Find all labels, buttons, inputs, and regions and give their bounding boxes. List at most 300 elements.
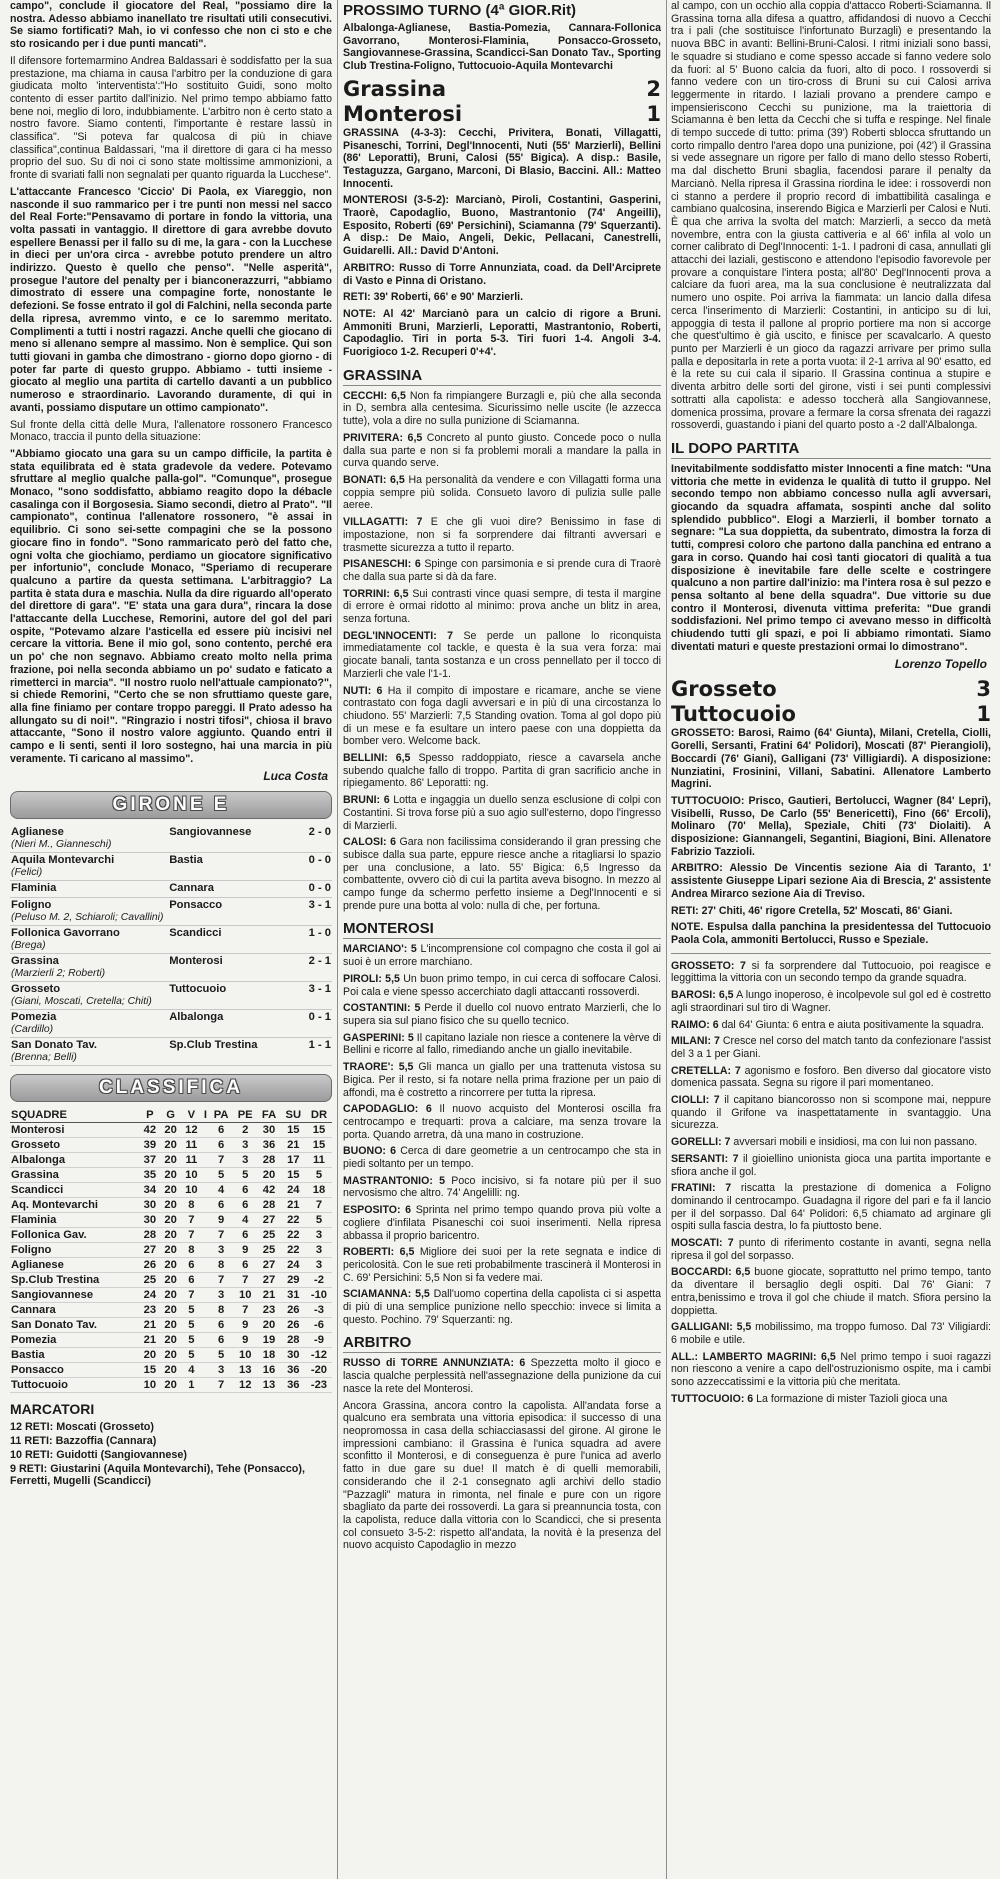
player-rating (671, 1035, 991, 1060)
standings-cell: 29 (281, 1273, 306, 1288)
standings-cell: 6 (209, 1333, 233, 1348)
standings-cell: 22 (281, 1213, 306, 1228)
home-team: Flaminia (11, 882, 57, 895)
standings-header: V (181, 1108, 202, 1123)
player-rating (343, 390, 661, 428)
player-rating-label: BUONO: 6 (343, 1145, 397, 1158)
player-rating-label: MOSCATI: 7 (671, 1237, 734, 1250)
standings-cell: 36 (281, 1378, 306, 1393)
player-rating-text: mobilissimo, ma troppo fumoso. Dal 73' Viligiardi: 6 mobile e utile. (671, 1321, 991, 1346)
match-report-line: TUTTOCUOIO: Prisco, Gautieri, Bertolucci, Wagner (84' Lepri), Visibelli, Russo, De Carlo (55' Benericetti), Fino (66' Ercoli), Molinaro (70' Mella), Speziale, Chiti (73' Diolaiti). A disposizione: Giannangeli, Segantini, Biagioni, Bini. Allenatore Fabrizio Tazzioli. (671, 794, 991, 858)
player-rating-label: BRUNI: 6 (343, 794, 390, 807)
standings-cell: Tuttocuoio (10, 1378, 140, 1393)
standings-cell: 10 (181, 1183, 202, 1198)
standings-cell: 20 (160, 1168, 181, 1183)
match-report-line: RETI: 27' Chiti, 46' rigore Cretella, 52' Moscati, 86' Giani. (671, 904, 953, 917)
player-rating-text: Ha il compito di impostare e ricamare, anche se viene contrastato con foga dagli avversari e in più di una circostanza lo chiudono. 55' Marzierli: 7,5 Standing ovation. Toma al gol dopo più di un mese e fa esultare un intero paese con una doppietta da bomber vero. Welcome back. (343, 684, 661, 748)
standings-cell: 30 (281, 1348, 306, 1363)
player-rating-text: A lungo inoperoso, è incolpevole sul gol ed è costretto agli straordinari sul tiro di Wagner. (671, 989, 991, 1014)
standings-cell: 16 (257, 1363, 280, 1378)
match-chronicle-continued: al campo, con un occhio alla coppia d'attacco Roberti-Sciamanna. Il Grassina torna alla difesa a quattro, affidandosi di nuovo a Cecchi tra i pali (che sostituisce l'infortunato Burzagli) e presentando la nuova BBC in avanti: Bellini-Bruni-Calosi. I ritmi iniziali sono bassi, le squadre si studiano e come spesso accade si fanno vedere solo da fuori: al 5' Buono calcia da fuori, alto di poco. I rossoverdi si fanno vedere con un tiro-cross di Bruni su cui Calosi arriva leggermente in ritardo. I laziali provano a prendere campo e impensieriscono Cecchi su punizione, ma la traiettoria di Sciamanna è ben letta da Cecchi che si tuffa e respinge. Nel finale di tempo succede di tutto: prima (39') Roberti sblocca sfruttando un corto rimpallo dentro l'area dopo una punizione, poi (42') il Grassina si vede assegnare un rigore per fallo di mano dello stesso Roberti, ma dal dischetto Bruni sbaglia, facendosi parare il penalty da Marcianò. Nella ripresa il Grassina riordina le idee: i rossoverdi non ci stanno a perdere il proprio record di imbattibilità casalinga e cambiano qualcosina, inserendo Bigica e Marzierli per Calosi e Nuti. È qua che arriva la svolta del match: Marzierli, a secco da metà novembre, entra con la giusta cattiveria e al 66' infila al volo un corner calibrato di Degl'Innocenti: 1-1. I padroni di casa, annullati gli attacchi dei laziali, gestiscono e attendono l'episodio favorevole per provare a conquistare l'intera posta; all'80' Degl'Innocenti prova a calciare da fuori area, ma la sua conclusione è neutralizzata dal numero uno ospite. Poi arriva la fiammata: un lancio dalla difesa cerca l'inserimento di Marzierli: Costantini, in anticipo su di lui, appoggia di testa il pallone al proprio portiere ma non si accorge che quest'ultimo è già uscito, e finisce per scavalcarlo. A questo punto per Marzierli è un gioco da ragazzi arrivare per primo sulla palla e depositarla in rete a porta vuota: il 2-1 arriva al 90' esatto, ed è la rete su cui cala il sipario. Il Grassina continua a stupire e diventa arbitro delle sorti del girone, visti i sei punti complessivi sottratti alla capolista: e adesso toccherà alla Sangiovannese, domenica prossima, provare a fermare la corsa sfrenata dei ragazzi rossoverdi, guastando i piani del quarto posto a -2 dall'Albalonga. (671, 0, 991, 432)
standings-cell: 20 (160, 1183, 181, 1198)
standings-cell: Aglianese (10, 1258, 140, 1273)
standings-cell: 30 (140, 1198, 161, 1213)
standings-cell: 17 (281, 1153, 306, 1168)
player-rating (343, 432, 661, 470)
player-rating-text: il gioiellino unionista gioca una partita importante e sfiora anche il gol. (671, 1152, 991, 1178)
standings-cell (202, 1333, 209, 1348)
standings-cell: 11 (181, 1153, 202, 1168)
standings-cell: Grassina (10, 1168, 140, 1183)
away-team: Tuttocuoio (169, 983, 227, 996)
column-right (671, 0, 991, 1410)
article-paragraph: Sul fronte della città delle Mura, l'allenatore rossonero Francesco Monaco, traccia il punto della situazione: (10, 418, 332, 444)
player-rating-text: Spinge con parsimonia e si prende cura di Traorè che dalla sua parte si dà da fare. (343, 558, 661, 583)
player-rating-label: CALOSI: 6 (343, 836, 396, 849)
match-report-line: ARBITRO: Alessio De Vincentis sezione Aia di Taranto, 1' assistente Giuseppe Lipari sezione Aia di Brescia, 2' assistente Andrea Mirarco sezione Aia di Treviso. (671, 862, 991, 900)
marcatori-list (10, 1421, 332, 1488)
result-scorers-row (10, 940, 332, 954)
standings-row (10, 1153, 332, 1168)
standings-cell: 1 (181, 1378, 202, 1393)
standings-table (10, 1108, 332, 1393)
standings-header: P (140, 1108, 161, 1123)
standings-cell: 20 (160, 1138, 181, 1153)
standings-cell: 20 (160, 1288, 181, 1303)
standings-cell: 20 (257, 1168, 280, 1183)
result-scorers: (Nieri M., Gianneschi) (10, 839, 332, 853)
standings-cell: 24 (281, 1183, 306, 1198)
standings-header: PA (209, 1108, 233, 1123)
player-rating-text: Dall'uomo copertina della capolista ci si aspetta di più di una semplice punizione nello specchio: invece si limita a questo. Pochino. 79' Squerzanti: ng. (343, 1288, 661, 1326)
away-team: Bastia (169, 854, 203, 867)
player-rating-text: Un buon primo tempo, in cui cerca di soffocare Calosi. Poi cala e viene spesso accerchiato dagli attaccanti rossoverdi. (343, 972, 661, 998)
standings-cell: 27 (257, 1273, 280, 1288)
standings-cell: 26 (281, 1303, 306, 1318)
standings-header: I (202, 1108, 209, 1123)
player-rating-label: RAIMO: 6 (671, 1018, 719, 1031)
standings-cell (202, 1348, 209, 1363)
standings-cell: 3 (306, 1258, 332, 1273)
standings-cell: 2 (233, 1123, 257, 1138)
result-score: 0 - 0 (308, 854, 331, 867)
player-rating-label: ALL.: LAMBERTO MAGRINI: 6,5 (671, 1350, 836, 1363)
article-signature: Luca Costa (263, 769, 328, 784)
player-rating (343, 1002, 661, 1027)
result-scorers-row (10, 1024, 332, 1038)
standings-header: FA (257, 1108, 280, 1123)
standings-cell: 3 (209, 1288, 233, 1303)
player-rating (343, 1288, 661, 1326)
standings-row (10, 1348, 332, 1363)
grassina-ratings (343, 390, 661, 913)
standings-cell: 21 (140, 1333, 161, 1348)
standings-cell (202, 1258, 209, 1273)
next-round-title: PROSSIMO TURNO (4ª GIOR.Rit) (343, 2, 577, 19)
player-rating-label: SERSANTI: 7 (671, 1152, 739, 1165)
standings-cell: 22 (281, 1243, 306, 1258)
player-rating (671, 1065, 991, 1090)
player-rating-label: GALLIGANI: 5,5 (671, 1321, 752, 1334)
player-rating-text: Il nuovo acquisto del Monterosi oscilla fra centrocampo e trequarti: prova a calciare, ma senza trovare la porta. Quando arretra, dà una mano in costruzione. (343, 1103, 661, 1141)
standings-cell: 7 (233, 1303, 257, 1318)
standings-cell: 26 (140, 1258, 161, 1273)
standings-cell: 11 (181, 1138, 202, 1153)
standings-cell: Aq. Montevarchi (10, 1198, 140, 1213)
standings-cell: 3 (209, 1363, 233, 1378)
player-rating-label: ROBERTI: 6,5 (343, 1246, 415, 1259)
standings-row (10, 1363, 332, 1378)
player-rating-label: CRETELLA: 7 (671, 1064, 741, 1077)
standings-cell: 6 (181, 1258, 202, 1273)
match-score-home-2 (671, 677, 991, 702)
player-rating (671, 1321, 991, 1346)
player-rating (343, 752, 661, 790)
result-score: 0 - 0 (308, 882, 331, 895)
player-rating-label: ESPOSITO: 6 (343, 1204, 412, 1217)
standings-cell: 5 (209, 1168, 233, 1183)
standings-cell: 28 (140, 1228, 161, 1243)
standings-cell: 19 (257, 1333, 280, 1348)
match-report-line: NOTE. Espulsa dalla panchina la presidentessa del Tuttocuoio Paola Cola, ammoniti Bertolucci, Russo e Speziale. (671, 921, 991, 946)
standings-cell: San Donato Tav. (10, 1318, 140, 1333)
standings-cell: Monterosi (10, 1123, 140, 1138)
standings-cell: -10 (306, 1288, 332, 1303)
standings-cell: 8 (209, 1258, 233, 1273)
standings-row (10, 1378, 332, 1393)
player-rating-text: Nel primo tempo i suoi ragazzi non riescono a venire a capo dell'ostruzionismo ospite, ma i cambi sono azzeccatissimi e la vittoria più che meritata. (671, 1350, 991, 1389)
player-rating (671, 960, 991, 985)
standings-cell: Albalonga (10, 1153, 140, 1168)
standings-cell: 6 (181, 1273, 202, 1288)
grassina-ratings-title: GRASSINA (343, 367, 661, 386)
standings-cell: 27 (257, 1258, 280, 1273)
player-rating-text: Non fa rimpiangere Burzagli e, più che alla seconda in D, sembra alla centesima. Sicurissimo nelle uscite (le azzecca tutte), vola a dire no sulla punizione di Sciamanna. (343, 389, 661, 428)
column-divider (666, 0, 667, 1879)
standings-cell: 5 (233, 1168, 257, 1183)
standings-cell: 7 (181, 1228, 202, 1243)
standings-header: SQUADRE (10, 1108, 140, 1123)
player-rating-text: Se perde un pallone lo riconquista immediatamente col tackle, e questa è la sua vera forza: mai giocate banali, tanta sostanza e un cross pennellato per il tocco di Marzierli che vale l'1-1. (343, 629, 661, 680)
standings-cell: 20 (160, 1348, 181, 1363)
result-row (10, 954, 332, 969)
standings-header: G (160, 1108, 181, 1123)
standings-cell: 26 (281, 1318, 306, 1333)
player-rating-text: si fa sorprendere dal Tuttocuoio, poi reagisce e leggittima la vittoria con un secondo tempo da grande squadra. (671, 959, 991, 985)
standings-cell: 21 (257, 1288, 280, 1303)
standings-row (10, 1228, 332, 1243)
standings-header: PE (233, 1108, 257, 1123)
standings-cell: 25 (257, 1243, 280, 1258)
player-rating-label: FRATINI: 7 (671, 1182, 732, 1195)
standings-cell (202, 1168, 209, 1183)
standings-cell (202, 1138, 209, 1153)
result-scorers-row (10, 867, 332, 881)
standings-header: DR (306, 1108, 332, 1123)
player-rating (343, 1103, 661, 1141)
standings-row (10, 1318, 332, 1333)
match-chronicle-start: Ancora Grassina, ancora contro la capolista. All'andata forse a qualcuno era sembrata una vittoria episodica: il successo di una neopromossa in casa della schiacciasassi del girone. Al girone le impressioni cambiano: il Grassina è l'unica squadra ad avere sconfitto il Monterosi, e di conseguenza è pure l'unica ad averlo fatto in due gare su due! Il match è di quelli memorabili, considerando che il 2-1 consegnato agli archivi dello stadio "Pazzagli" matura in rimonta, nel finale e pure con un rigore sbagliato da parte dei rossoverdi. La gara si preannuncia tosta, con la capolista, reduce dalla vittoria con lo Scandicci, che si presenta col consueto 3-5-2: rispetto all'andata, la novità è la presenza del nuovo acquisto Capodaglio in mezzo (343, 1399, 661, 1552)
player-rating (343, 1145, 661, 1170)
standings-cell: 20 (160, 1378, 181, 1393)
match-report-line: RETI: 39' Roberti, 66' e 90' Marzierli. (343, 291, 524, 304)
monterosi-ratings (343, 943, 661, 1326)
home-team: Grassina (11, 955, 59, 968)
result-scorers-row (10, 1052, 332, 1066)
standings-cell: 22 (281, 1228, 306, 1243)
standings-cell: Sp.Club Trestina (10, 1273, 140, 1288)
standings-cell: 9 (233, 1333, 257, 1348)
standings-cell: 31 (281, 1288, 306, 1303)
team-home: Grosseto (671, 677, 777, 702)
standings-row (10, 1258, 332, 1273)
match-report-line: MONTEROSI (3-5-2): Marcianò, Piroli, Costantini, Gasperini, Traorè, Capodaglio, Buono, Mastrantonio (74' Angeilli), Esposito, Roberti (69' Persichini), Sciamanna (79' Squerzanti). A disp.: De Maio, Angeli, Dekic, Pellacani, Canestrelli, Guidarelli. All.: David D'Antoni. (343, 194, 661, 258)
result-scorers: (Felici) (10, 867, 332, 881)
standings-cell: 6 (233, 1198, 257, 1213)
home-team: Aglianese (11, 826, 64, 839)
standings-cell: 8 (181, 1198, 202, 1213)
score-home: 2 (646, 76, 661, 101)
player-rating-text: Migliore dei suoi per la rete segnata e indice di pericolosità. Con le sue reti probabilmente trascinerà il Monterosi in C. 69' Persichini: 5,5 Non si fa vedere mai. (343, 1246, 661, 1284)
player-rating-label: SCIAMANNA: 5,5 (343, 1288, 430, 1301)
player-rating-label: TORRINI: 6,5 (343, 587, 409, 600)
standings-cell: 27 (257, 1213, 280, 1228)
article-paragraph: "Abbiamo giocato una gara su un campo difficile, la partita è stata equilibrata ed è stata gradevole da vedere. Potevamo sfruttare al meglio qualche palla-gol". "Comunque", prosegue Monaco, "sono soddisfatto, abbiamo reagito dopo la débacle casalinga con il Borgosesia. Siamo secondi, dietro al Prato". "Il campionato", continua l'allenatore rossonero, "è assai in equilibrio. Ci sono sei-sette compagini che se la possono giocare fino in fondo". "Sono rammaricato però del fatto che, ogni volta che giochiamo, perdiamo un giocatore significativo per infortunio", conclude Monaco, "Speriamo di recuperare qualcuno a partire da questa settimana. L'arbitraggio? La partita è stata dura e maschia. Nulla da dire riguardo all'operato del direttore di gara". "E' stata una gara dura", rincara la dose l'attaccante della Lucchese, Remorini, autore del gol del pari ospite, "Potevamo alzare l'asticella ed essere più incisivi nel cercare la vittoria. Bene il mio gol, sono contento, perché era un po' che non segnavo. Abbiamo creato molto nella prima frazione, poi nella seconda abbiamo un po' sudato e faticato a rimetterci in marcia". "Il nostro ruolo nell'attuale campionato?", si chiede Remorini, "Certo che se non sfruttiamo queste gare, alla fine finiamo per contare troppo pareggi. Il Prato adesso ha allungato su di noi!". "Ringrazio i nostri tifosi", chiosa il bravo attaccante, "Sono il nostro valore aggiunto. Quando entri il campo e li senti, senti il loro sostegno, hai una marcia in più veramente. Ti caricano al massimo". (10, 447, 332, 765)
monterosi-ratings-title: MONTEROSI (343, 920, 661, 939)
standings-cell (202, 1153, 209, 1168)
standings-cell: 8 (181, 1243, 202, 1258)
standings-cell: Cannara (10, 1303, 140, 1318)
result-scorers: (Brenna; Belli) (10, 1052, 332, 1066)
standings-cell: 21 (281, 1198, 306, 1213)
standings-cell: 3 (233, 1153, 257, 1168)
arbitro-text: Spezzetta molto il gioco e lascia qualche perplessità nell'assegnazione della punizione da cui nasce la rete del Monterosi. (343, 1357, 661, 1395)
arbitro-label: RUSSO di TORRE ANNUNZIATA: 6 (343, 1357, 526, 1370)
standings-cell (202, 1273, 209, 1288)
standings-cell: 42 (257, 1183, 280, 1198)
next-round-fixtures: Albalonga-Aglianese, Bastia-Pomezia, Cannara-Follonica Gavorrano, Monterosi-Flaminia, Ponsacco-Grosseto, Sangiovannese-Grassina, Scandicci-San Donato Tav., Sporting Club Trestina-Foligno, Tuttocuoio-Aquila Montevarchi (343, 22, 661, 73)
player-rating (671, 1237, 991, 1262)
player-rating-text: Sui contrasti vince quasi sempre, di testa il margine di errore è ormai ridotto al minimo: prova anche un blitz in area, senza fortuna. (343, 587, 661, 626)
player-rating (343, 685, 661, 749)
standings-cell: 15 (306, 1138, 332, 1153)
dopo-partita-title: IL DOPO PARTITA (671, 440, 991, 459)
player-rating-label: VILLAGATTI: 7 (343, 516, 423, 529)
result-scorers-row (10, 996, 332, 1010)
home-team: Aquila Montevarchi (11, 854, 115, 867)
standings-cell: 3 (209, 1243, 233, 1258)
result-score: 0 - 1 (308, 1011, 331, 1024)
standings-cell: 7 (209, 1273, 233, 1288)
standings-cell: 28 (257, 1198, 280, 1213)
player-rating (671, 1019, 991, 1032)
standings-cell: 21 (281, 1138, 306, 1153)
player-rating-text: Gara non facilissima considerando il gran pressing che subisce dalla sua parte, eppure riesce anche a ritagliarsi lo spazio per una conclusione, a lato. 55' Bigica: 6,5 Ingresso da combattente, ovvero ciò di cui la partita aveva bisogno. In mezzo al campo funge da schermo perfetto insieme a Degl'Innocenti e si prende pure una botta al volo: nulla di che, per fortuna. (343, 836, 661, 912)
match-score-home (343, 77, 661, 102)
standings-cell: 10 (181, 1168, 202, 1183)
player-rating-text: agonismo e fosforo. Ben diverso dal giocatore visto domenica passata. Segna su rigore il pari momentaneo. (671, 1064, 991, 1090)
away-team: Albalonga (169, 1011, 224, 1024)
player-rating-label: TRAORE': 5,5 (343, 1061, 414, 1074)
team-away: Tuttocuoio (671, 702, 796, 727)
standings-cell: 15 (306, 1123, 332, 1138)
score-away: 1 (976, 702, 991, 727)
player-rating-label: TUTTOCUOIO: 6 (671, 1392, 754, 1405)
standings-cell: 13 (233, 1363, 257, 1378)
standings-cell (202, 1318, 209, 1333)
standings-cell: -20 (306, 1363, 332, 1378)
standings-cell: Scandicci (10, 1183, 140, 1198)
standings-cell: 12 (233, 1378, 257, 1393)
away-team: Scandicci (169, 927, 222, 940)
standings-cell: 4 (233, 1213, 257, 1228)
column-middle (343, 0, 661, 1556)
away-team: Sp.Club Trestina (169, 1039, 258, 1052)
home-team: San Donato Tav. (11, 1039, 97, 1052)
standings-cell: 10 (233, 1288, 257, 1303)
player-rating-text: Perde il duello col nuovo entrato Marzierli, che lo supera sia sul piano fisico che su quello tecnico. (343, 1002, 661, 1027)
standings-cell: 18 (257, 1348, 280, 1363)
player-rating (343, 558, 661, 583)
standings-cell: 25 (257, 1228, 280, 1243)
scorer-line: 10 RETI: Guidotti (Sangiovannese) (10, 1448, 187, 1461)
score-home: 3 (976, 677, 991, 702)
player-rating-label: BONATI: 6,5 (343, 473, 405, 486)
player-rating (343, 973, 661, 998)
standings-cell: 5 (181, 1333, 202, 1348)
standings-cell: 36 (281, 1363, 306, 1378)
standings-cell: Foligno (10, 1243, 140, 1258)
player-rating-label: PISANESCHI: 6 (343, 558, 421, 571)
standings-cell (202, 1243, 209, 1258)
standings-cell: 5 (181, 1318, 202, 1333)
standings-cell: -9 (306, 1333, 332, 1348)
standings-cell: 20 (160, 1198, 181, 1213)
standings-cell: 5 (306, 1213, 332, 1228)
standings-cell: -3 (306, 1303, 332, 1318)
player-rating (343, 516, 661, 554)
player-rating (343, 836, 661, 912)
player-rating-label: CAPODAGLIO: 6 (343, 1103, 432, 1116)
player-rating (343, 1246, 661, 1284)
standings-cell (202, 1288, 209, 1303)
match-report-line: NOTE: Al 42' Marcianò para un calcio di rigore a Bruni. Ammoniti Bruni, Marzierli, Leporatti, Mastrantonio, Roberti, Capodaglio. Tiri in porta 5-3. Tiri fuori 1-4. Angoli 3-4. Fuorigioco 1-2. Recuperi 0'+4'. (343, 307, 661, 359)
standings-cell: -23 (306, 1378, 332, 1393)
result-score: 2 - 1 (308, 955, 331, 968)
dopo-signature: Lorenzo Topello (894, 657, 987, 672)
standings-cell: 20 (140, 1348, 161, 1363)
standings-row (10, 1168, 332, 1183)
standings-cell: 10 (233, 1348, 257, 1363)
standings-cell (202, 1183, 209, 1198)
player-rating (343, 794, 661, 832)
standings-cell: 15 (140, 1363, 161, 1378)
team-home: Grassina (343, 76, 447, 101)
standings-row (10, 1273, 332, 1288)
match-report (343, 127, 661, 359)
article-paragraph: L'attaccante Francesco 'Ciccio' Di Paola, ex Viareggio, non nasconde il suo rammarico per i tre punti non messi nel sacco del Real Forte:"Pensavamo di portare in fondo la vittoria, una volta passati in vantaggio. Il direttore di gara avrebbe dovuto espellere Benassi per il fallo su di me, la gara - con la Lucchese in dieci per un'ora circa - avrebbe potuto prendere un altro indirizzo. Questo è quello che penso". "Nelle asperità", prosegue l'autore del penalty per i bianconerazzurri, "abbiamo dimostrato di essere una compagine forte, nonostante le defezioni. Se fosse entrato il gol di Falchini, nella seconda parte della ripresa, avremmo vinto, e ce lo saremmo meritato. Complimenti a tutti i nostri ragazzi. Anche quelli che giocano di meno si allenano sempre al massimo. Non è semplice. Qui son tutti giovani in gamba che dimostrano - giorno dopo giorno - di poter far parte di questo gruppo. Abbiamo - tutti insieme - giocato al meglio una partita di cartello davanti a un pubblico numeroso e straordinario. Lavorando duramente, di qui in avanti, possiamo disputare un ottimo campionato". (10, 185, 332, 414)
standings-cell: 20 (160, 1303, 181, 1318)
standings-cell: 7 (209, 1228, 233, 1243)
player-rating (671, 1182, 991, 1233)
player-rating-label: PRIVITERA: 6,5 (343, 431, 423, 444)
standings-cell: 4 (209, 1183, 233, 1198)
player-rating-text: L'incomprensione col compagno che costa il gol ai suoi è un errore marchiano. (343, 943, 661, 969)
standings-cell: 3 (306, 1228, 332, 1243)
player-rating-label: MASTRANTONIO: 5 (343, 1174, 446, 1187)
player-rating-text: riscatta la prestazione di domenica a Foligno dominando il centrocampo. Guadagna il rigore del pari e fa il lancio per il del sorpasso. Dal 64' Polidori: 6,5 chiamato ad arginare gli ospiti sulla fascia destra, lo fa piuttosto bene. (671, 1182, 991, 1233)
standings-cell: 7 (209, 1153, 233, 1168)
result-scorers: (Giani, Moscati, Cretella; Chiti) (10, 996, 332, 1010)
player-rating-text: avversari mobili e insidiosi, ma con lui non passano. (730, 1136, 978, 1149)
player-rating-label: DEGL'INNOCENTI: 7 (343, 629, 454, 642)
standings-cell: -12 (306, 1348, 332, 1363)
player-rating-label: COSTANTINI: 5 (343, 1002, 421, 1015)
result-row (10, 1038, 332, 1053)
standings-cell: 20 (160, 1318, 181, 1333)
score-away: 1 (646, 101, 661, 126)
player-rating-label: PIROLI: 5,5 (343, 972, 400, 985)
standings-row (10, 1288, 332, 1303)
player-rating (671, 1266, 991, 1317)
standings-cell: Pomezia (10, 1333, 140, 1348)
standings-cell (202, 1228, 209, 1243)
player-rating (343, 588, 661, 626)
standings-cell: Ponsacco (10, 1363, 140, 1378)
standings-cell: 12 (181, 1123, 202, 1138)
player-rating-label: BAROSI: 6,5 (671, 989, 734, 1002)
standings-header: SU (281, 1108, 306, 1123)
standings-cell: 34 (140, 1183, 161, 1198)
match-score-away-2 (671, 702, 991, 727)
standings-cell: 18 (306, 1183, 332, 1198)
player-rating (343, 1175, 661, 1200)
player-rating (343, 474, 661, 512)
player-rating (343, 1204, 661, 1242)
result-row (10, 825, 332, 839)
match-report-line: GRASSINA (4-3-3): Cecchi, Privitera, Bonati, Villagatti, Pisaneschi, Torrini, Degl'Innocenti, Nuti (55' Marzierli), Bellini (86' Leporatti), Bruni, Calosi (55' Bigica). A disp.: Basile, Testaguzza, Gargano, Marconi, Di Blasio, Baccini. All.: Matteo Innocenti. (343, 126, 661, 190)
player-rating-label: GORELLI: 7 (671, 1136, 731, 1149)
player-rating (671, 1153, 991, 1178)
scorer-line: 11 RETI: Bazzoffia (Cannara) (10, 1435, 157, 1448)
standings-cell (202, 1123, 209, 1138)
away-team: Ponsacco (169, 899, 223, 912)
standings-row (10, 1303, 332, 1318)
result-scorers-row (10, 912, 332, 926)
result-score: 3 - 1 (308, 983, 331, 996)
standings-cell: 3 (233, 1138, 257, 1153)
standings-cell (202, 1303, 209, 1318)
standings-cell: 3 (306, 1243, 332, 1258)
player-rating-text: il capitano biancorosso non si scompone mai, neppure quando il Grifone va inaspettatamente in svantaggio. Una sicurezza. (671, 1094, 991, 1132)
arbitro-title: ARBITRO (343, 1334, 661, 1353)
scorer-line: 9 RETI: Giustarini (Aquila Montevarchi), Tehe (Ponsacco), Ferretti, Mugelli (Scandicci) (10, 1462, 305, 1488)
result-scorers: (Brega) (10, 940, 332, 954)
home-team: Follonica Gavorrano (11, 927, 120, 940)
column-left (10, 0, 332, 1489)
player-rating-label: CIOLLI: 7 (671, 1094, 720, 1107)
article-paragraph: Il difensore fortemarmino Andrea Baldassari è soddisfatto per la sua prestazione, ma chiama in causa l'arbitro per la conduzione di gara giudicata molto 'interventista':"Ho sostituito Guidi, sono molto contento di esser partito dall'inizio. Nel primo tempo abbiamo fatto bene noi, meglio di loro, indubbiamente. L'arbitro non è certo stato a nostro favore. Siamo contenti, l'importante è restare lassù in classifica". "Si poteva far qualcosa di più in chiave classifica",continua Baldassari, "ma il direttore di gara ci ha messo proprio del suo. Su di noi ci sono state moltissime ammonizioni, a fronte di svariati falli non segnalati per quanto riguarda la Lucchese". (10, 54, 332, 182)
player-rating-label: BOCCARDI: 6,5 (671, 1266, 751, 1279)
player-rating-text: Concreto al punto giusto. Concede poco o nulla dalla sua parte e non si fa problemi morali a mandare la palla in curva quando serve. (343, 431, 661, 470)
standings-cell: 5 (181, 1303, 202, 1318)
player-rating-label: GASPERINI: 5 (343, 1031, 414, 1044)
standings-cell: 20 (160, 1243, 181, 1258)
standings-cell (202, 1363, 209, 1378)
home-team: Pomezia (11, 1011, 57, 1024)
player-rating (671, 1094, 991, 1132)
match-report-2 (671, 727, 991, 946)
